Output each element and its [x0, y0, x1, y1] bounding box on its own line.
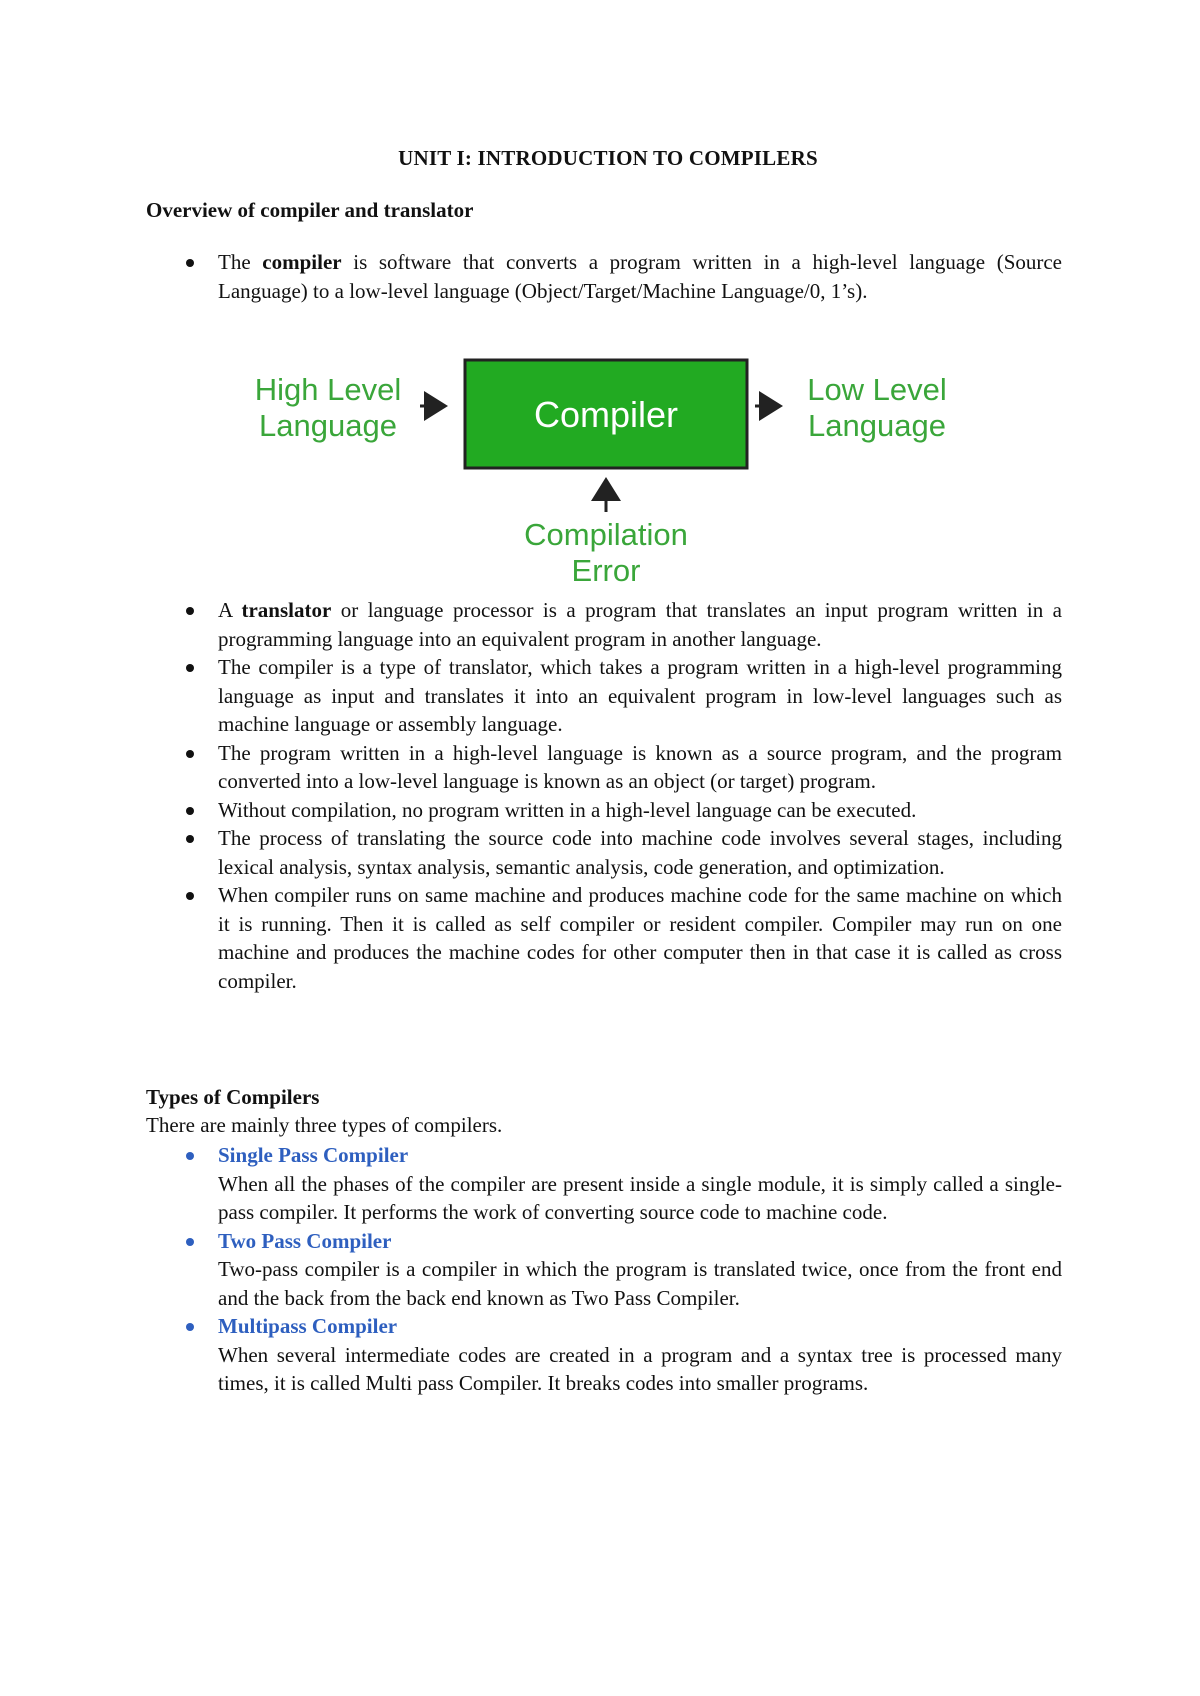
bullet-icon [186, 1323, 194, 1331]
list-item [146, 1227, 1062, 1313]
section-heading-overview: Overview of compiler and translator [146, 198, 474, 222]
list-item [146, 596, 1062, 653]
bullet-text: The process of translating the source code into machine code involves several stages, including lexical analysis, syntax analysis, semantic analysis, code generation, and optimization. [218, 826, 1062, 879]
list-item [146, 739, 1062, 796]
input-label-line1: High Level [254, 372, 402, 407]
bullet-icon [186, 892, 194, 900]
error-label-line1: Compilation [524, 517, 688, 552]
bullet-text: The program written in a high-level language is known as a source program, and the program converted into a low-level language is known as an object (or target) program. [218, 740, 1062, 793]
output-label-line2: Language [808, 408, 946, 443]
bullet-icon [186, 807, 194, 815]
list-item [146, 824, 1062, 881]
bullet-icon [186, 664, 194, 672]
bullet-text: The compiler is a type of translator, which takes a program written in a high-level programming language as input and translates it into an equivalent program in low-level languages such as machine language or assembly language. [218, 655, 1062, 736]
term-compiler: compiler [262, 250, 342, 274]
bullet-icon [186, 1238, 194, 1246]
bullet-icon [186, 259, 194, 267]
page-title: UNIT I: INTRODUCTION TO COMPILERS [398, 146, 818, 170]
list-item [146, 796, 1062, 825]
term-translator: translator [241, 598, 332, 622]
bullet-text-post: or language processor is a program that translates an input program written in a programming language into an equivalent program in another language. [218, 598, 1062, 651]
compiler-diagram [240, 350, 960, 600]
bullet-icon [186, 750, 194, 758]
list-item [146, 653, 1062, 739]
bullet-icon [186, 607, 194, 615]
error-label-line2: Error [571, 553, 641, 588]
type-name: Multipass Compiler [218, 1314, 398, 1338]
section-heading-types: Types of Compilers [146, 1085, 320, 1109]
bullet-text: Without compilation, no program written in a high-level language can be executed. [218, 797, 917, 822]
list-item [146, 881, 1062, 995]
bullet-text-post: is software that converts a program written in a high-level language (Source Language) to a low-level language (Object/Target/Machine Language/0, 1’s). [218, 250, 1063, 303]
compiler-box-label: Compiler [533, 394, 679, 435]
bullet-text-pre: A [218, 598, 242, 622]
bullet-text: When compiler runs on same machine and produces machine code for the same machine on which it is running. Then it is called as self compiler or resident compiler. Compiler may run on one machine and produces the machine codes for other computer then in that case it is called as cross compiler. [218, 883, 1062, 993]
list-item [146, 1141, 1062, 1227]
type-description: Two-pass compiler is a compiler in which the program is translated twice, once from the front end and the back from the back end known as Two Pass Compiler. [218, 1257, 1062, 1310]
type-name: Two Pass Compiler [218, 1228, 392, 1253]
type-description: When all the phases of the compiler are present inside a single module, it is simply called a single-pass compiler. It performs the work of converting source code to machine code. [218, 1171, 1062, 1224]
compiler-types-list [146, 1141, 1062, 1398]
bullet-icon [186, 1152, 194, 1160]
bullet-text-pre: The [218, 250, 263, 274]
input-label-line2: Language [259, 408, 397, 443]
output-label-line1: Low Level [807, 372, 947, 407]
types-intro: There are mainly three types of compilers. [146, 1113, 503, 1137]
bullet-icon [186, 835, 194, 843]
list-item [146, 248, 1062, 305]
list-item [146, 1312, 1062, 1398]
overview-list-part1 [146, 248, 1062, 305]
type-description: When several intermediate codes are created in a program and a syntax tree is processed many times, it is called Multi pass Compiler. It breaks codes into smaller programs. [218, 1342, 1062, 1395]
type-name: Single Pass Compiler [218, 1143, 409, 1167]
overview-list-part2 [146, 596, 1062, 995]
